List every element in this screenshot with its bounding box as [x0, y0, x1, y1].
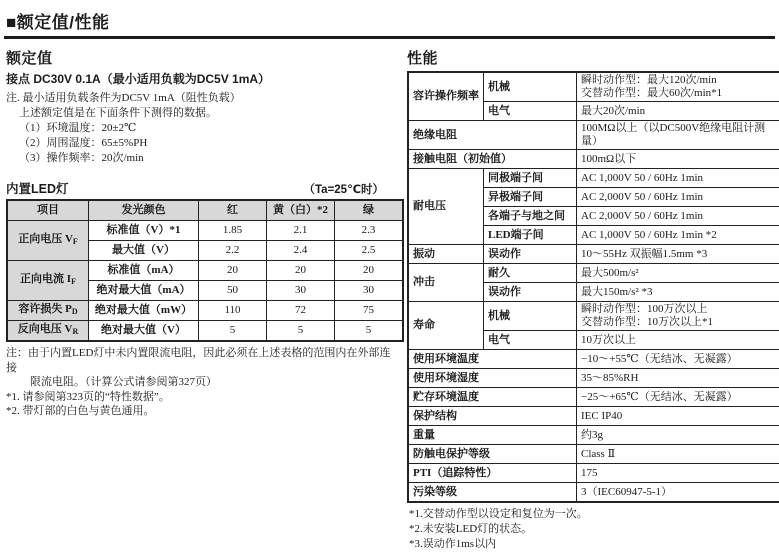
- led-param-cell: 绝对最大值（V）: [89, 321, 199, 342]
- led-item-symbol: $V_R$: [65, 323, 79, 335]
- performance-table-row: [408, 483, 779, 503]
- performance-sublabel-cell: 误动作: [484, 245, 577, 264]
- performance-value-line: 10万次以上: [581, 334, 775, 347]
- performance-note-line: *1.交替动作型以设定和复位为一次。: [409, 507, 775, 522]
- performance-section: [398, 39, 779, 552]
- led-header-color: 发光颜色: [89, 200, 199, 221]
- led-item-cell: 容许损失 $P_D$: [7, 301, 89, 321]
- content-columns: [0, 39, 779, 552]
- performance-label-cell: 寿命: [408, 302, 484, 350]
- performance-value-cell: [577, 72, 779, 102]
- led-param-cell: 标准值（mA）: [89, 261, 199, 281]
- led-param-cell: 绝对最大值（mA）: [89, 281, 199, 301]
- performance-value-cell: [577, 283, 779, 302]
- led-value-cell: 30: [335, 281, 404, 301]
- led-value-cell: 5: [199, 321, 267, 342]
- performance-label-cell: 接触电阻（初始值）: [408, 150, 577, 169]
- performance-value-line: 约3g: [581, 429, 775, 442]
- performance-label-cell: 振动: [408, 245, 484, 264]
- performance-table-row: [408, 407, 779, 426]
- performance-value-line: 交替动作型：最大60次/min*1: [581, 87, 775, 100]
- led-ratings-table: [6, 199, 404, 342]
- rating-notes: [6, 91, 392, 166]
- performance-table-row: [408, 150, 779, 169]
- rated-values-section: [0, 39, 398, 419]
- performance-sublabel-cell: LED端子间: [484, 226, 577, 245]
- performance-value-cell: [577, 464, 779, 483]
- led-table-row: [7, 261, 403, 281]
- datasheet-page: [0, 6, 779, 552]
- led-value-cell: 5: [335, 321, 404, 342]
- performance-value-cell: [577, 331, 779, 350]
- rating-note-line-1: 注. 最小适用负载条件为DC5V 1mA（阻性负载）: [6, 91, 392, 106]
- performance-value-line: 100MΩ以上（以DC500V绝缘电阻计测量）: [581, 122, 775, 148]
- led-note-main-1: 注：由于内置LED灯中未内置限流电阻，因此必须在上述表格的范围内在外部连接: [6, 346, 391, 375]
- performance-value-cell: [577, 150, 779, 169]
- led-value-cell: 75: [335, 301, 404, 321]
- performance-value-line: 3（IEC60947-5-1）: [581, 486, 775, 499]
- performance-value-cell: [577, 207, 779, 226]
- performance-label-cell: 重量: [408, 426, 577, 445]
- performance-value-cell: [577, 369, 779, 388]
- performance-value-line: 交替动作型：10万次以上*1: [581, 316, 775, 329]
- led-item-symbol: $V_F$: [65, 233, 78, 245]
- performance-value-line: 最大150m/s² *3: [581, 286, 775, 299]
- performance-label-cell: PTI（追踪特性）: [408, 464, 577, 483]
- performance-label-cell: 污染等级: [408, 483, 577, 503]
- performance-sublabel-cell: 异极端子间: [484, 188, 577, 207]
- led-value-cell: 2.3: [335, 221, 404, 241]
- condition-line: （3）操作频率：20次/min: [6, 151, 392, 166]
- performance-value-line: AC 1,000V 50 / 60Hz 1min *2: [581, 229, 775, 242]
- led-value-cell: 30: [267, 281, 335, 301]
- performance-table-row: [408, 302, 779, 331]
- performance-value-line: 175: [581, 467, 775, 480]
- performance-table-row: [408, 369, 779, 388]
- performance-sublabel-cell: 同极端子间: [484, 169, 577, 188]
- performance-label-cell: 容许操作频率: [408, 72, 484, 121]
- led-value-cell: 2.2: [199, 241, 267, 261]
- performance-sublabel-cell: 电气: [484, 102, 577, 121]
- led-value-cell: 50: [199, 281, 267, 301]
- performance-label-cell: 防触电保护等级: [408, 445, 577, 464]
- performance-value-line: 10～55Hz 双振幅1.5mm *3: [581, 248, 775, 261]
- performance-title: 性能: [407, 47, 775, 68]
- performance-table-row: [408, 169, 779, 188]
- performance-value-cell: [577, 226, 779, 245]
- performance-table-row: [408, 350, 779, 369]
- performance-label-cell: 使用环境温度: [408, 350, 577, 369]
- performance-value-line: IEC IP40: [581, 410, 775, 423]
- performance-sublabel-cell: 耐久: [484, 264, 577, 283]
- condition-line: （1）环境温度：20±2℃: [6, 121, 392, 136]
- performance-value-cell: [577, 264, 779, 283]
- performance-notes: [407, 507, 775, 552]
- led-value-cell: 20: [199, 261, 267, 281]
- led-param-cell: 绝对最大值（mW）: [89, 301, 199, 321]
- led-value-cell: 20: [335, 261, 404, 281]
- performance-value-line: −10～+55℃（无结冰、无凝露）: [581, 353, 775, 366]
- performance-value-line: 瞬时动作型：100万次以上: [581, 303, 775, 316]
- performance-table: [407, 71, 779, 503]
- performance-value-line: 最大20次/min: [581, 105, 775, 118]
- led-item-cell: 反向电压 $V_R$: [7, 321, 89, 342]
- rated-values-title: 额定值: [6, 47, 392, 68]
- performance-sublabel-cell: 机械: [484, 302, 577, 331]
- led-item-cell: 正向电流 $I_F$: [7, 261, 89, 301]
- led-item-symbol: $I_F$: [67, 273, 76, 285]
- led-param-cell: 最大值（V）: [89, 241, 199, 261]
- performance-sublabel-cell: 机械: [484, 72, 577, 102]
- performance-value-line: 瞬时动作型：最大120次/min: [581, 74, 775, 87]
- performance-value-cell: [577, 426, 779, 445]
- led-header-red: 红: [199, 200, 267, 221]
- condition-line: （2）周围湿度：65±5%PH: [6, 136, 392, 151]
- contact-rating-line: 接点 DC30V 0.1A（最小适用负载为DC5V 1mA）: [6, 70, 392, 87]
- performance-note-line: *2.未安装LED灯的状态。: [409, 522, 775, 537]
- led-table-row: [7, 301, 403, 321]
- measurement-conditions: [6, 121, 392, 166]
- led-table-title-row: [6, 179, 384, 197]
- led-item-symbol: $P_D$: [65, 303, 78, 315]
- performance-value-line: AC 2,000V 50 / 60Hz 1min: [581, 191, 775, 204]
- performance-value-line: −25～+65℃（无结冰、无凝露）: [581, 391, 775, 404]
- rating-note-line-2: 上述额定值是在下面条件下测得的数据。: [6, 106, 392, 121]
- performance-label-cell: 冲击: [408, 264, 484, 302]
- performance-value-cell: [577, 121, 779, 150]
- performance-label-cell: 保护结构: [408, 407, 577, 426]
- performance-value-cell: [577, 188, 779, 207]
- performance-sublabel-cell: 各端子与地之间: [484, 207, 577, 226]
- performance-value-cell: [577, 302, 779, 331]
- performance-label-cell: 使用环境湿度: [408, 369, 577, 388]
- performance-value-cell: [577, 407, 779, 426]
- led-note-star1: *1. 请参阅第323页的“特性数据”。: [6, 390, 391, 405]
- led-header-item: 项目: [7, 200, 89, 221]
- led-header-yellow: 黄（白）*2: [267, 200, 335, 221]
- performance-table-row: [408, 388, 779, 407]
- performance-value-cell: [577, 245, 779, 264]
- led-value-cell: 2.4: [267, 241, 335, 261]
- led-value-cell: 72: [267, 301, 335, 321]
- led-table-notes: [6, 346, 391, 419]
- performance-value-line: 100mΩ以下: [581, 153, 775, 166]
- performance-table-row: [408, 72, 779, 102]
- led-table-condition: （Ta=25℃时）: [304, 181, 385, 197]
- performance-label-cell: 耐电压: [408, 169, 484, 245]
- performance-sublabel-cell: 误动作: [484, 283, 577, 302]
- performance-value-cell: [577, 102, 779, 121]
- performance-value-cell: [577, 388, 779, 407]
- led-value-cell: 2.5: [335, 241, 404, 261]
- led-value-cell: 20: [267, 261, 335, 281]
- performance-value-cell: [577, 445, 779, 464]
- led-value-cell: 110: [199, 301, 267, 321]
- led-value-cell: 5: [267, 321, 335, 342]
- performance-table-row: [408, 426, 779, 445]
- led-item-cell: 正向电压 $V_F$: [7, 221, 89, 261]
- performance-note-line: *3.误动作1ms以内: [409, 537, 775, 552]
- performance-value-line: AC 1,000V 50 / 60Hz 1min: [581, 172, 775, 185]
- performance-table-row: [408, 464, 779, 483]
- led-table-header-row: [7, 200, 403, 221]
- led-note-main-2: 限流电阻。（计算公式请参阅第327页）: [6, 375, 391, 390]
- led-table-row: [7, 321, 403, 342]
- performance-label-cell: 绝缘电阻: [408, 121, 577, 150]
- led-value-cell: 2.1: [267, 221, 335, 241]
- performance-value-cell: [577, 350, 779, 369]
- led-header-green: 绿: [335, 200, 404, 221]
- performance-table-row: [408, 264, 779, 283]
- performance-table-row: [408, 245, 779, 264]
- performance-table-row: [408, 121, 779, 150]
- performance-label-cell: 贮存环境温度: [408, 388, 577, 407]
- led-note-star2: *2. 带灯部的白色与黄色通用。: [6, 404, 391, 419]
- performance-value-line: 35～85%RH: [581, 372, 775, 385]
- performance-value-line: AC 2,000V 50 / 60Hz 1min: [581, 210, 775, 223]
- performance-value-cell: [577, 483, 779, 503]
- performance-table-row: [408, 445, 779, 464]
- page-title: ■额定值/性能: [4, 6, 775, 39]
- performance-value-line: Class Ⅱ: [581, 448, 775, 461]
- performance-value-line: 最大500m/s²: [581, 267, 775, 280]
- led-value-cell: 1.85: [199, 221, 267, 241]
- performance-value-cell: [577, 169, 779, 188]
- led-table-title: 内置LED灯: [6, 179, 69, 197]
- led-table-row: [7, 221, 403, 241]
- led-param-cell: 标准值（V）*1: [89, 221, 199, 241]
- performance-sublabel-cell: 电气: [484, 331, 577, 350]
